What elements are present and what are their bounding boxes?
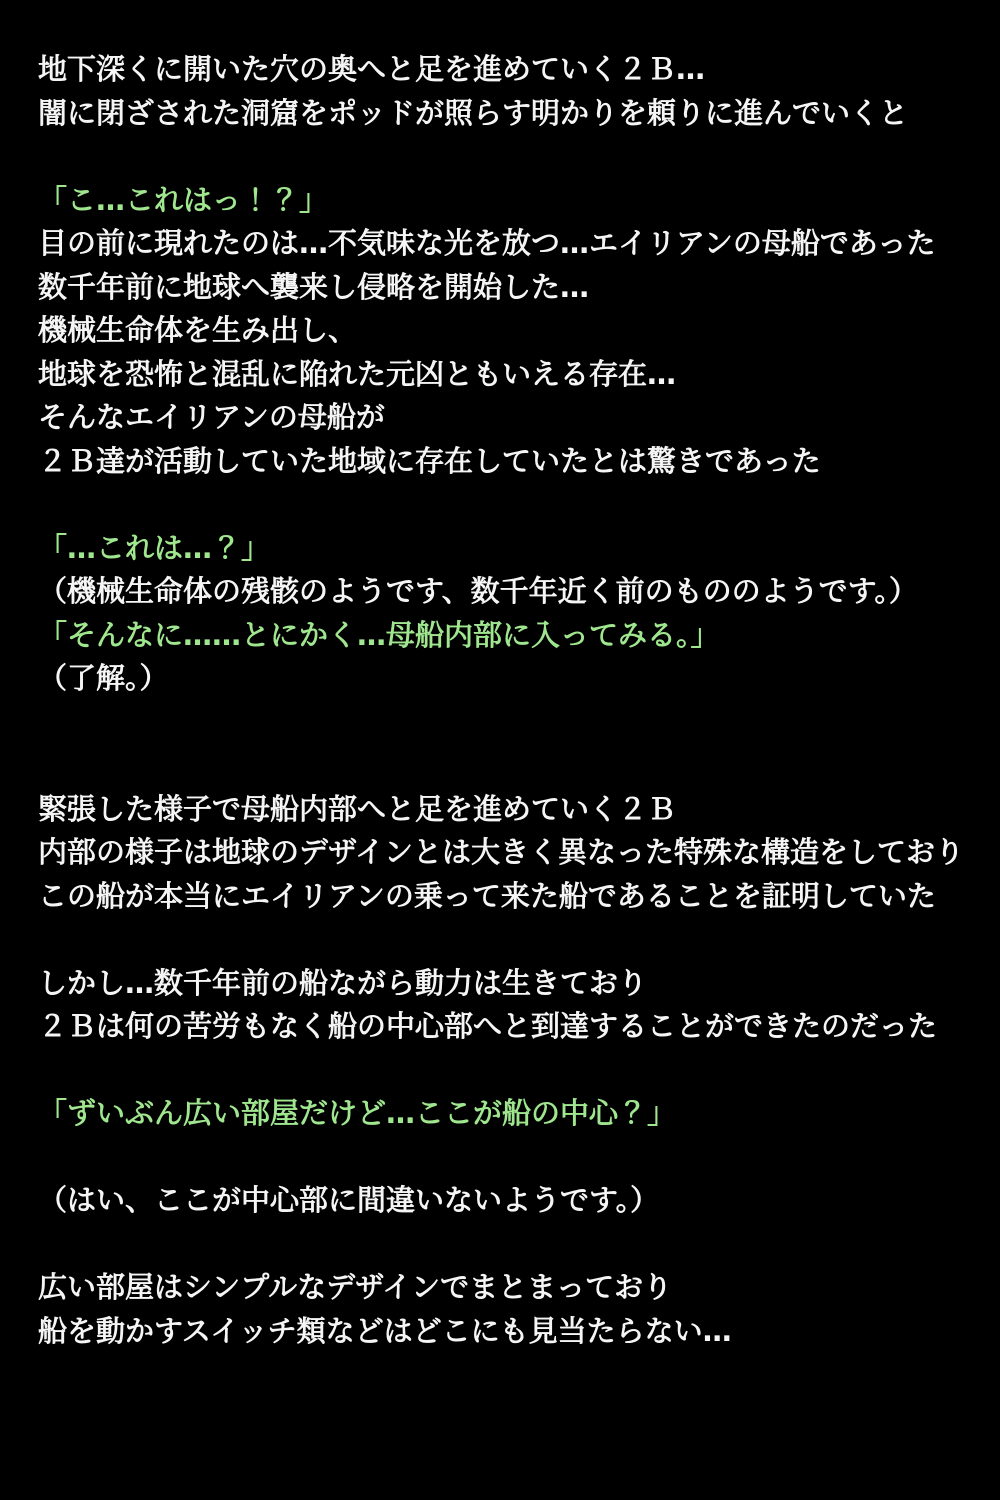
narration-line: そんなエイリアンの母船が: [38, 400, 385, 434]
dialogue-line: 「…これは…？」: [38, 530, 271, 565]
dialogue-line: 「ずいぶん広い部屋だけど…ここが船の中心？」: [38, 1096, 677, 1130]
narration-line: （了解。）: [38, 661, 169, 695]
blank-line: [38, 483, 980, 527]
narration-line: 数千年前に地球へ襲来し侵略を開始した…: [38, 269, 590, 304]
narration-line: 船を動かすスイッチ類などはどこにも見当たらない…: [38, 1313, 732, 1348]
narration-line: 地球を恐怖と混乱に陥れた元凶ともいえる存在…: [38, 356, 677, 391]
blank-line: [38, 1049, 980, 1093]
blank-line: [38, 918, 980, 962]
narration-line: （機械生命体の残骸のようです、数千年近く前のもののようです。）: [38, 574, 918, 608]
narration-line: 機械生命体を生み出し、: [38, 313, 358, 347]
narration-line: ２Ｂ達が活動していた地域に存在していたとは驚きであった: [38, 443, 821, 478]
blank-line: [38, 135, 980, 179]
narration-line: 目の前に現れたのは…不気味な光を放つ…エイリアンの母船であった: [38, 226, 936, 260]
dialogue-line: 「こ…これはっ！？」: [38, 182, 329, 217]
narration-line: 闇に閉ざされた洞窟をポッドが照らす明かりを頼りに進んでいくと: [38, 95, 909, 130]
blank-line: [38, 744, 980, 788]
narration-line: 緊張した様子で母船内部へと足を進めていく２Ｂ: [38, 791, 677, 826]
blank-line: [38, 1223, 980, 1267]
narration-line: この船が本当にエイリアンの乗って来た船であることを証明していた: [38, 878, 936, 913]
narration-line: 内部の様子は地球のデザインとは大きく異なった特殊な構造をしており: [38, 835, 964, 869]
blank-line: [38, 1136, 980, 1180]
story-text-block: [38, 48, 980, 1353]
narration-line: 広い部屋はシンプルなデザインでまとまっており: [38, 1270, 673, 1304]
dialogue-line: 「そんなに……とにかく…母船内部に入ってみる。」: [38, 617, 720, 652]
narration-line: （はい、ここが中心部に間違いないようです。）: [38, 1183, 660, 1217]
narration-line: 地下深くに開いた穴の奥へと足を進めていく２Ｂ…: [38, 52, 706, 86]
narration-line: ２Ｂは何の苦労もなく船の中心部へと到達することができたのだった: [38, 1009, 938, 1043]
narration-line: しかし…数千年前の船ながら動力は生きており: [38, 965, 648, 1000]
blank-line: [38, 701, 980, 745]
